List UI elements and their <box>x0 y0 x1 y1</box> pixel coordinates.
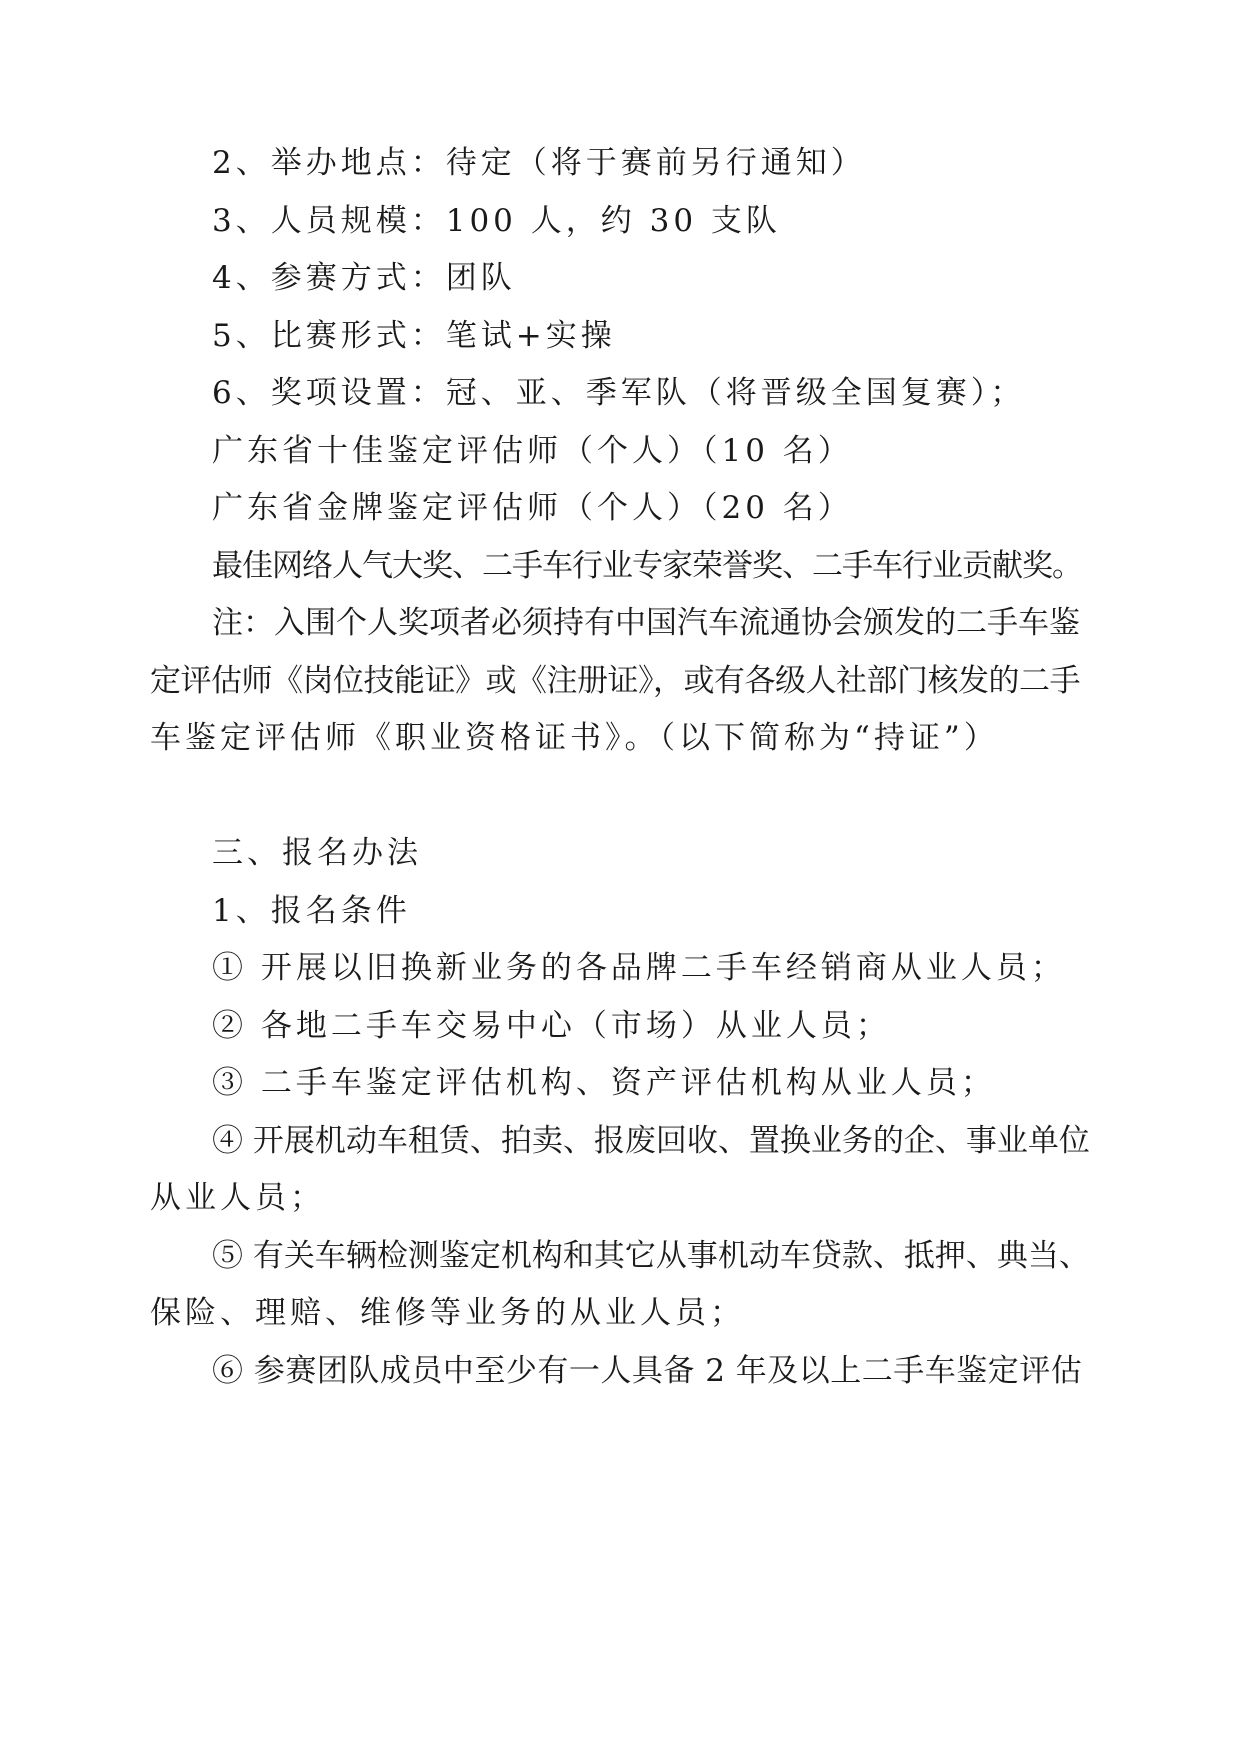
note-line-1: 注：入围个人奖项者必须持有中国汽车流通协会颁发的二手车鉴 <box>212 605 1080 641</box>
awards-line: 6、奖项设置：冠、亚、季军队（将晋级全国复赛）； <box>212 375 1026 411</box>
condition-item-3: ③ 二手车鉴定评估机构、资产评估机构从业人员； <box>212 1065 996 1101</box>
format-line: 5、比赛形式：笔试+实操 <box>212 318 616 354</box>
subsection-heading: 1、报名条件 <box>212 893 411 929</box>
section-heading: 三、报名办法 <box>212 835 422 871</box>
note-line-2: 定评估师《岗位技能证》或《注册证》，或有各级人社部门核发的二手 <box>150 663 1080 699</box>
condition-item-4: ④ 开展机动车租赁、拍卖、报废回收、置换业务的企、事业单位 <box>212 1123 1090 1159</box>
venue-line: 2、举办地点：待定（将于赛前另行通知） <box>212 145 866 181</box>
condition-item-4-cont: 从业人员； <box>150 1180 325 1216</box>
condition-item-5: ⑤ 有关车辆检测鉴定机构和其它从事机动车贷款、抵押、典当、 <box>212 1238 1090 1274</box>
condition-item-1: ① 开展以旧换新业务的各品牌二手车经销商从业人员； <box>212 950 1066 986</box>
condition-item-2: ② 各地二手车交易中心（市场）从业人员； <box>212 1008 891 1044</box>
award-gold-line: 广东省金牌鉴定评估师（个人）（20 名） <box>212 490 853 526</box>
award-special-line: 最佳网络人气大奖、二手车行业专家荣誉奖、二手车行业贡献奖。 <box>212 548 1082 584</box>
award-top10-line: 广东省十佳鉴定评估师（个人）（10 名） <box>212 433 853 469</box>
condition-item-6: ⑥ 参赛团队成员中至少有一人具备 2 年及以上二手车鉴定评估 <box>212 1353 1083 1389</box>
scale-line: 3、人员规模：100 人，约 30 支队 <box>212 203 781 239</box>
note-line-3: 车鉴定评估师《职业资格证书》。（以下简称为“持证”） <box>150 720 999 756</box>
condition-item-5-cont: 保险、理赔、维修等业务的从业人员； <box>150 1295 745 1331</box>
participation-line: 4、参赛方式：团队 <box>212 260 516 296</box>
